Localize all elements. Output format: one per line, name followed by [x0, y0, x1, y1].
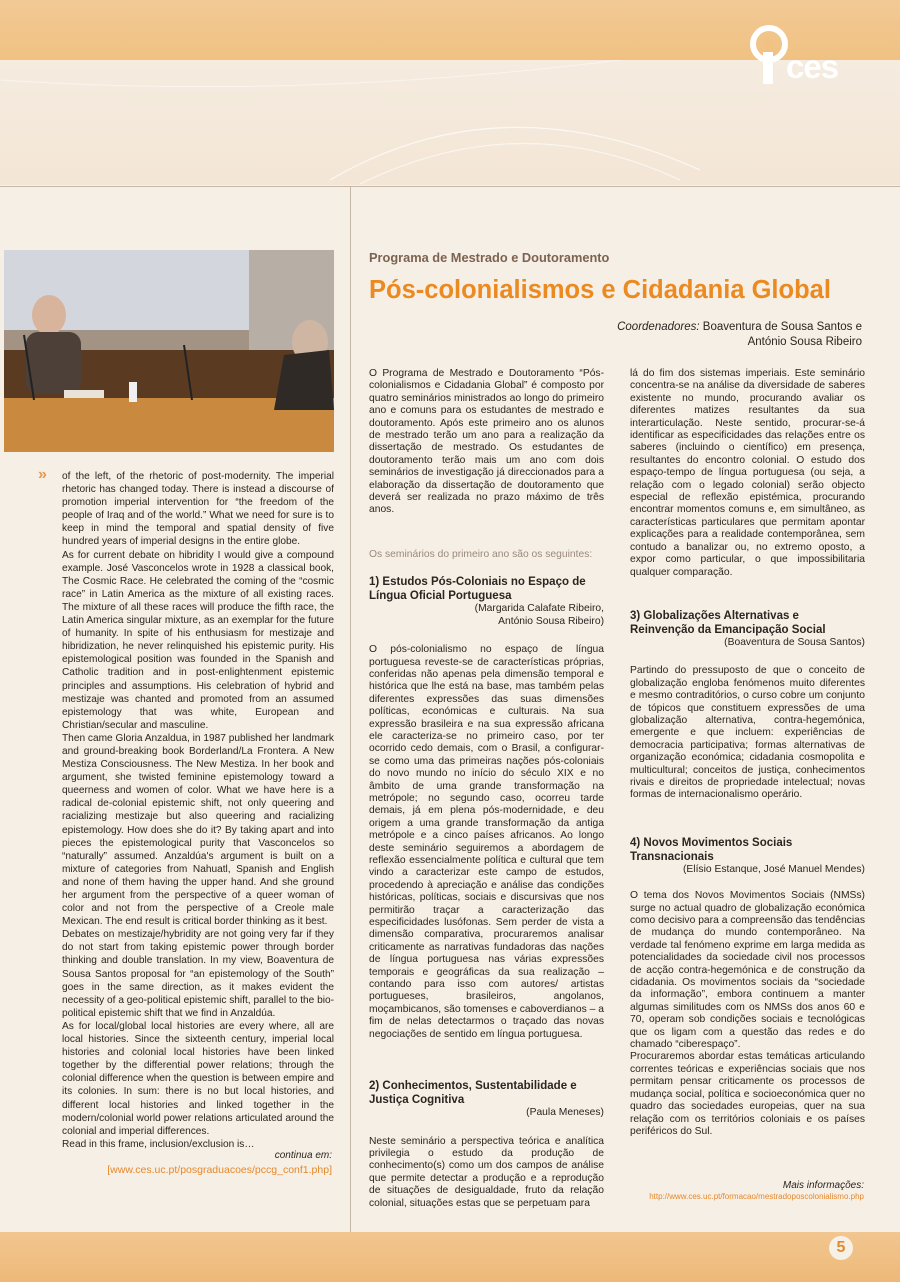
text-column-a: [369, 368, 604, 1210]
seminar-1-text: O pós-colonialismo no espaço de língua portuguesa reveste-se de características próprias, conferidas não apenas pela dimensão temporal e histórica que lhe está na base, mas também pelas diferentes expressões das suas dimensões políticas, económicas e culturais. Na sua expressão brasileira e na sua expressão africana ele caracteriza-se no primeiro caso, por ter ocorrido cedo demais, com o Brasil, a configurar-se como uma das primeiras nações pós-coloniais do novo mundo no início do século XIX e no âmbito de uma grande transformação na metrópole; no segundo caso, ocorreu tarde demais, já em plena pós-modernidade, e deu origem a uma grande transformação da antiga metrópole e a cinco países africanos. Ao longo deste seminário seguiremos a abordagem de reflexão essencialmente política e cultural que tem vindo a caracterizar este campo de estudos, procedendo à apreciação e análise das condições históricas, políticas, sociais e discursivas que nos permitirão traçar a caracterização das especificidades lusófonas. Sem perder de vista a dimensão comparativa, procuraremos analisar criticamente as narrativas fundadoras das nações de língua portuguesa nas várias expressões temporais e geográficas da sua realização – contando para isso com autores/ artistas portugueses, brasileiros, angolanos, moçambicanos, são tomenses e caboverdianos – a fim de nelas detectarmos o traçado das novas negociações de sentido em língua portuguesa.: [369, 644, 604, 1040]
more-info-link[interactable]: http://www.ces.uc.pt/formacao/mestradoposcolonialismo.php: [649, 1192, 864, 1201]
continua-label: continua em:: [274, 1150, 332, 1161]
intro-paragraph: O Programa de Mestrado e Doutoramento “Pós-colonialismos e Cidadania Global” é composto por quatro seminários ministrados ao longo do primeiro ano e comuns para os estudantes de mestrado e doutoramento. Após este primeiro ano os alunos de mestrado terão um ano para a realização da dissertação de mestrado. Os estudantes de doutoramento terão mais um ano com dois seminários de investigação já direccionados para a elaboração da dissertação de doutoramento que deverá ser realizada no prazo máximo de três anos.: [369, 368, 604, 516]
page-number: 5: [829, 1236, 853, 1260]
seminar-4-title: 4) Novos Movimentos Sociais Transnacionais: [630, 836, 793, 863]
seminar-1-author-1: (Margarida Calafate Ribeiro,: [474, 603, 604, 615]
coord-label: Coordenadores:: [617, 321, 700, 333]
text-column-b: [630, 368, 865, 1138]
ces-logo[interactable]: [748, 22, 858, 92]
left-column: [0, 186, 350, 1232]
seminar-3-text: Partindo do pressuposto de que o conceito de globalização engloba fenómenos muito diferentes e mesmo contraditórios, o curso cobre um conjunto de tópicos que constituem expressões de uma globalização alternativa, contra-hegemónica, emergente e que incluem: experiências de democracia participativa; formas alternativas de organização económica; cidadania cosmopolita e multicultural; conceitos de justiça, conhecimentos rivais e direitos de propriedade intelectual; novas formas de internacionalismo operário.: [630, 665, 865, 801]
seminar-1-title: 1) Estudos Pós-Coloniais no Espaço de Língua Oficial Portuguesa: [369, 576, 586, 603]
photo-illustration: [4, 250, 334, 452]
coordinators: [617, 320, 862, 350]
left-paragraph: of the left, of the rhetoric of post-modernity. The imperial rhetoric has changed today. There is instead a discourse of promotion imperial intervention for “the freedom of the people of Iraq and of the world.” What we need for sure is to keep in mind the temporal and spatial density of five hundred years of imperial designs in the entire globe.: [62, 471, 334, 548]
left-paragraph: As for current debate on hibridity I would give a compound example. José Vasconcelos wrote in 1928 a classical book, The Cosmic Race. He celebrated the coming of the “cosmic race” in Latin America as the mixture of all existing races. The mixture of all these races will produce the fifth race, the Latin America singular mixture, as an exemplar for the future of humanity. In spite of his enthusiasm for mestizaje and hibridization, he never relinquished his epistemic purity. His epistemological position was founded in the Spanish and Catholic tradition and in post-enlightenment epistemic principles and assumptions. His celebration of hybrid and mestizaje was chanted and promoted from an assumed epistemology that was white, European and Christian/secular and masculine.: [62, 549, 334, 731]
seminar-2-author: (Paula Meneses): [526, 1107, 604, 1119]
left-paragraph: As for local/global local histories are every where, all are local histories. Since the sixteenth century, imperial local histories and colonial local histories have been linked together by the differential power relations; through the colonial difference when the question is between empire and its colonies. In sum: there is no but local histories, and different local histories and linked together in the modern/colonial world power relations articulated around the colonial and imperial differences.: [62, 1020, 334, 1137]
coord-line1: Boaventura de Sousa Santos e: [702, 321, 862, 333]
seminar-4-text-2: Procuraremos abordar estas temáticas articulando correntes teóricas e experiências sociais que nos permitam pensar criticamente os processos de mudança social, política e socioeconómica quer no quadro das sociedades europeias, quer na sua relação com os territórios coloniais e os países periféricos do Sul.: [630, 1051, 865, 1137]
seminar-photo: [4, 250, 334, 452]
program-label: Programa de Mestrado e Doutoramento: [369, 250, 610, 265]
seminars-lead: Os seminários do primeiro ano são os seguintes:: [369, 548, 593, 560]
seminar-3-title: 3) Globalizações Alternativas e Reinvenção da Emancipação Social: [630, 609, 826, 636]
seminar-2-text: Neste seminário a perspectiva teórica e analítica privilegia o estudo da produção de conhecimento(s) como um dos campos de análise que permite detectar a produção e a reprodução de situações de desigualdade, fruto da relação colonial, situações estas que se perpetuam para: [369, 1135, 604, 1209]
bottom-band: [0, 1232, 900, 1282]
coord-line2: António Sousa Ribeiro: [747, 336, 862, 348]
seminar-4-author: (Elísio Estanque, José Manuel Mendes): [682, 863, 865, 875]
more-info-label: Mais informações:: [782, 1180, 864, 1191]
seminar-2-title: 2) Conhecimentos, Sustentabilidade e Justiça Cognitiva: [369, 1080, 577, 1107]
logo-text: ces: [786, 48, 839, 85]
seminar-1-author-2: António Sousa Ribeiro): [498, 615, 604, 627]
left-article-text: [62, 470, 334, 1151]
right-column: [351, 186, 900, 1232]
left-paragraph: Then came Gloria Anzaldua, in 1987 published her landmark and ground-breaking book Borderland/La Frontera. A New Mestiza Consciousness. The New Mestiza. In her book and argument, she twisted feminine epistemology toward a queerness and women of color. What we have here is a radical de-colonial epistemic shift, not only queering and racializing mestizaje but also queering and racializing epistemology. How does she do it? By taking apart and into pieces the epistemological purity that Vasconcelos so “naturally” assumed. Anzaldúa's argument is built on a mixture of categories from Nahuatl, Spanish and English and none of them having the upper hand. And she ground her argument from the perspective of a queer woman of color and not from the perspective of a Creole male Mexican. The end result is critical border thinking as it best.: [62, 732, 334, 928]
quote-marker-icon: »: [38, 466, 47, 483]
continua-link[interactable]: [www.ces.uc.pt/posgraduacoes/pccg_conf1.php]: [107, 1164, 332, 1176]
left-paragraph: Read in this frame, inclusion/exclusion is…: [62, 1138, 255, 1150]
seminar-2-text-continued: lá do fim dos sistemas imperiais. Este seminário concentra-se na análise da diversidade de saberes existente no mundo, procurando avaliar os diferentes matizes resultantes da sua interarticulação. Neste sentido, procurar-se-á identificar as especificidades das relações entre os saberes (incluindo o científico) em presença, resultantes do encontro colonial. O estudo dos espaço-tempo de língua portuguesa (ou seja, a relação com o legado colonial) serão objecto especial de reflexão epistémica, procurando encontrar momentos comuns e, em simultâneo, as características particulares que permitam apontar explicações para a realidade contemporânea, sem contudo a banalizar ou, no extremo oposto, a expor como particular, o que impossibilitaria qualquer comparação.: [630, 368, 865, 578]
seminar-4-text-1: O tema dos Novos Movimentos Sociais (NMSs) surge no actual quadro de globalização económica como decisivo para a compreensão das tendências de mudança do mundo contemporâneo. Na verdade tal fenómeno exprime em larga medida as potencialidades da sociedade civil nos processos de acção contra-hegemónica e de construção da cidadania. Os movimentos sociais da “sociedade da informação”, embora continuem a manter algumas similitudes com os NMSs dos anos 60 e 70, operam sob condições sociais e tecnológicas que os ligam com a questão das redes e do chamado “ciberespaço”.: [630, 890, 865, 1051]
page-title: Pós-colonialismos e Cidadania Global: [369, 276, 831, 304]
left-paragraph: Debates on mestizaje/hybridity are not going very far if they do not start from taking epistemic power through border thinking and double translation. In my view, Boaventura de Sousa Santos proposal for “an epistemology of the South” goes in the same direction, as it makes evident the necessity of a geo-political epistemic shift, parallel to the bio-political epistemic shift that we find in Anzaldúa.: [62, 929, 334, 1019]
seminar-3-author: (Boaventura de Sousa Santos): [724, 636, 865, 648]
